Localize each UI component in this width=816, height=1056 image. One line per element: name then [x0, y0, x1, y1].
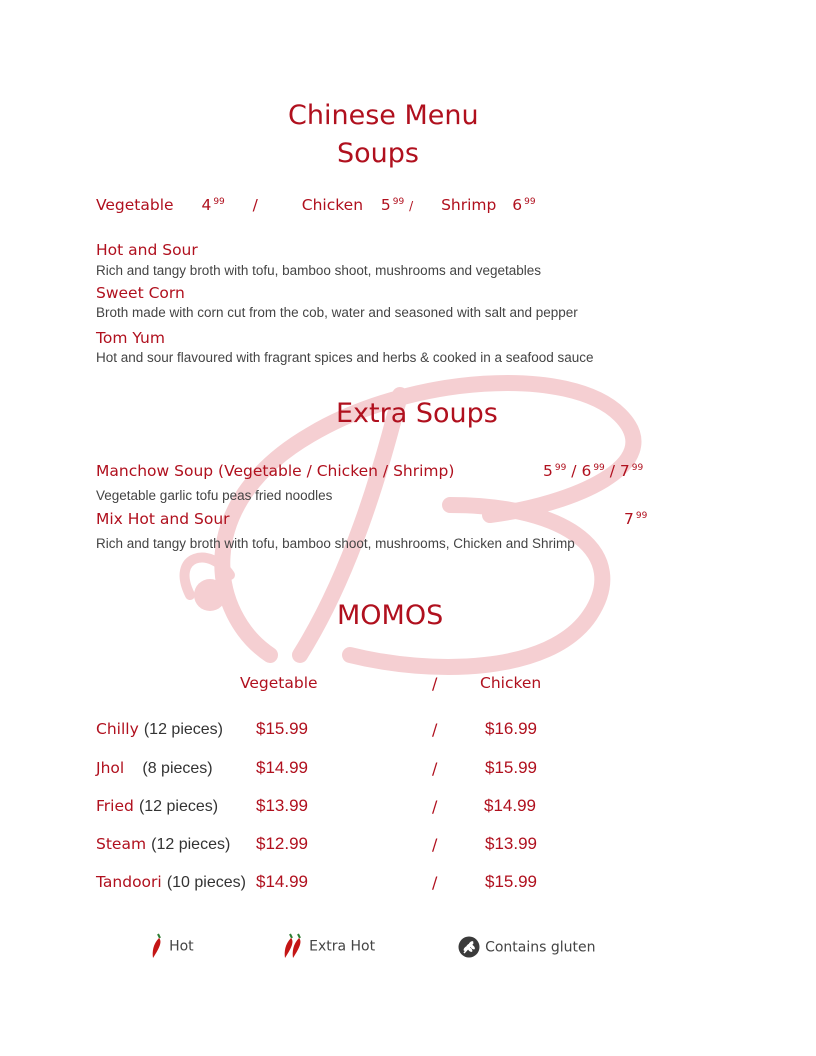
- soup-description: Broth made with corn cut from the cob, water and seasoned with salt and pepper: [96, 305, 578, 320]
- momo-name: Jhol: [96, 759, 125, 777]
- legend-gluten: [458, 936, 596, 958]
- momo-chicken-price: $15.99: [485, 872, 537, 891]
- extra-soup-description: Rich and tangy broth with tofu, bamboo shoot, mushrooms, Chicken and Shrimp: [96, 536, 575, 551]
- vegetable-cents: 99: [213, 197, 225, 207]
- chicken-cents: 99: [392, 197, 405, 207]
- momo-separator: /: [432, 720, 438, 739]
- momos-header-vegetable: Vegetable: [240, 674, 318, 692]
- momo-name: Steam: [96, 835, 147, 853]
- momo-pieces: (8 pieces): [142, 760, 213, 777]
- extra-soup-name: Mix Hot and Sour: [96, 510, 230, 528]
- momo-veg-price: $15.99: [256, 719, 308, 738]
- soup-description: Rich and tangy broth with tofu, bamboo shoot, mushrooms and vegetables: [96, 263, 542, 278]
- chili-pepper-icon: [150, 932, 164, 960]
- soup-description: Hot and sour flavoured with fragrant spices and herbs & cooked in a seafood sauce: [96, 350, 594, 365]
- momo-row: [96, 796, 218, 816]
- momo-name: Chilly: [96, 720, 139, 738]
- extra-soup-price: 7 $^{99}$: [624, 510, 648, 528]
- momo-chicken-price: $14.99: [484, 796, 536, 815]
- legend-gluten-label: Contains gluten: [485, 939, 596, 956]
- momo-pieces: (12 pieces): [151, 836, 231, 853]
- momos-header-separator: /: [432, 674, 438, 693]
- shrimp-cents: 99: [524, 197, 536, 207]
- momo-pieces: (10 pieces): [166, 874, 246, 891]
- momo-separator: /: [432, 759, 438, 778]
- price-separator: /: [409, 199, 414, 213]
- section-title-soups: Soups: [337, 138, 419, 169]
- shrimp-price: 6: [512, 196, 523, 214]
- momo-row: [96, 758, 213, 778]
- momo-chicken-price: $16.99: [485, 719, 537, 738]
- chicken-price: 5: [380, 196, 391, 214]
- section-title-momos: MOMOS: [337, 600, 444, 631]
- momo-name: Fried: [96, 797, 134, 815]
- momo-separator: /: [432, 873, 438, 892]
- vegetable-price: 4: [201, 196, 212, 214]
- extra-soup-price: 5 $^{99}$ / 6 $^{99}$ / 7 $^{99}$: [543, 462, 644, 480]
- momos-header-chicken: Chicken: [480, 674, 542, 692]
- momo-veg-price: $12.99: [256, 834, 308, 853]
- momo-pieces: (12 pieces): [138, 798, 219, 815]
- extra-soup-description: Vegetable garlic tofu peas fried noodles: [96, 488, 333, 503]
- section-title-extra-soups: Extra Soups: [336, 398, 498, 429]
- momo-chicken-price: $13.99: [485, 834, 537, 853]
- double-chili-pepper-icon: [282, 932, 304, 960]
- price-separator: /: [252, 196, 258, 214]
- vegetable-label: Vegetable: [96, 196, 174, 214]
- legend-hot-label: Hot: [169, 938, 194, 955]
- soup-name: Hot and Sour: [96, 241, 198, 259]
- legend-extra-hot-label: Extra Hot: [309, 938, 376, 955]
- soup-name: Sweet Corn: [96, 284, 185, 302]
- momo-separator: /: [432, 797, 438, 816]
- momo-name: Tandoori: [96, 873, 162, 891]
- soup-price-line: [96, 196, 536, 214]
- momo-veg-price: $14.99: [256, 758, 308, 777]
- soup-name: Tom Yum: [96, 329, 165, 347]
- shrimp-label: Shrimp: [441, 196, 497, 214]
- extra-soup-name: Manchow Soup (Vegetable / Chicken / Shrimp): [96, 462, 455, 480]
- legend-hot: [150, 932, 194, 960]
- wheat-icon: [458, 936, 480, 958]
- momo-chicken-price: $15.99: [485, 758, 537, 777]
- momo-row: [96, 872, 246, 892]
- legend-extra-hot: [282, 932, 375, 960]
- momo-veg-price: $13.99: [256, 796, 308, 815]
- momo-veg-price: $14.99: [256, 872, 308, 891]
- momo-row: [96, 719, 223, 739]
- chicken-label: Chicken: [301, 196, 364, 214]
- momo-pieces: (12 pieces): [143, 721, 223, 738]
- momo-row: [96, 834, 230, 854]
- momo-separator: /: [432, 835, 438, 854]
- page-title: Chinese Menu: [288, 100, 479, 131]
